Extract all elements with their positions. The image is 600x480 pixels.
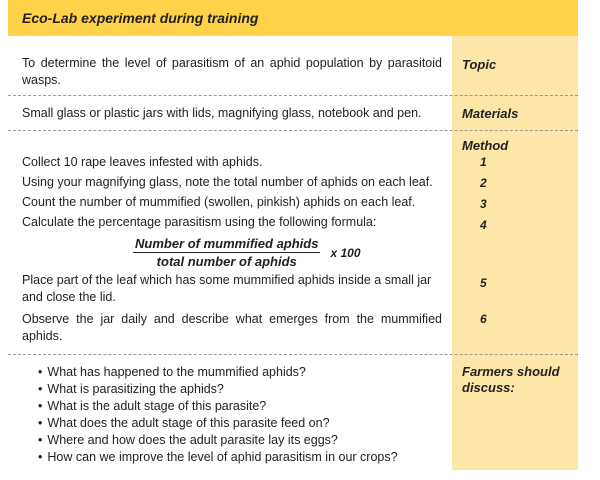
method-step-text: Count the number of mummified (swollen, pinkish) aphids on each leaf. <box>22 195 416 209</box>
method-label: Method <box>462 138 509 153</box>
discussion-list <box>38 364 398 466</box>
formula-fraction <box>133 236 320 269</box>
list-item: • How can we improve the level of aphid parasitism in our crops? <box>38 449 398 466</box>
formula-numerator: Number of mummified aphids <box>135 236 319 251</box>
topic-label: Topic <box>462 57 497 72</box>
method-step-number: 3 <box>480 197 487 211</box>
divider <box>8 95 578 96</box>
method-step-text: Collect 10 rape leaves infested with aphids. <box>22 155 263 169</box>
method-step-text: Using your magnifying glass, note the total number of aphids on each leaf. <box>22 175 433 189</box>
parasitism-formula <box>133 236 361 269</box>
list-item: • What does the adult stage of this parasite feed on? <box>38 415 398 432</box>
method-step-text: Observe the jar daily and describe what emerges from the mummified aphids. <box>22 312 442 343</box>
experiment-card <box>8 0 578 470</box>
divider <box>8 130 578 131</box>
list-item: • What has happened to the mummified aphids? <box>38 364 398 381</box>
divider <box>8 354 578 355</box>
method-step-text: Calculate the percentage parasitism using the following formula: <box>22 215 377 229</box>
topic-text: To determine the level of parasitism of an aphid population by parasitoid wasps. <box>22 56 442 87</box>
page-title: Eco-Lab experiment during training <box>22 10 259 26</box>
method-step-number: 1 <box>480 155 487 169</box>
formula-denominator: total number of aphids <box>156 254 297 269</box>
method-step-number: 4 <box>480 218 487 232</box>
method-step-text: Place part of the leaf which has some mummified aphids inside a small jar and close the lid. <box>22 273 432 304</box>
method-step-number: 5 <box>480 276 487 290</box>
list-item: • What is parasitizing the aphids? <box>38 381 398 398</box>
materials-text: Small glass or plastic jars with lids, magnifying glass, notebook and pen. <box>22 106 422 120</box>
discuss-label: Farmers should discuss: <box>462 364 560 395</box>
formula-multiplier: x 100 <box>330 245 361 260</box>
label-column <box>452 36 578 470</box>
list-item: • What is the adult stage of this parasite? <box>38 398 398 415</box>
list-item: • Where and how does the adult parasite lay its eggs? <box>38 432 398 449</box>
method-step-number: 2 <box>480 176 487 190</box>
title-bar <box>8 0 578 36</box>
materials-label: Materials <box>462 106 519 121</box>
method-step-number: 6 <box>480 312 487 326</box>
